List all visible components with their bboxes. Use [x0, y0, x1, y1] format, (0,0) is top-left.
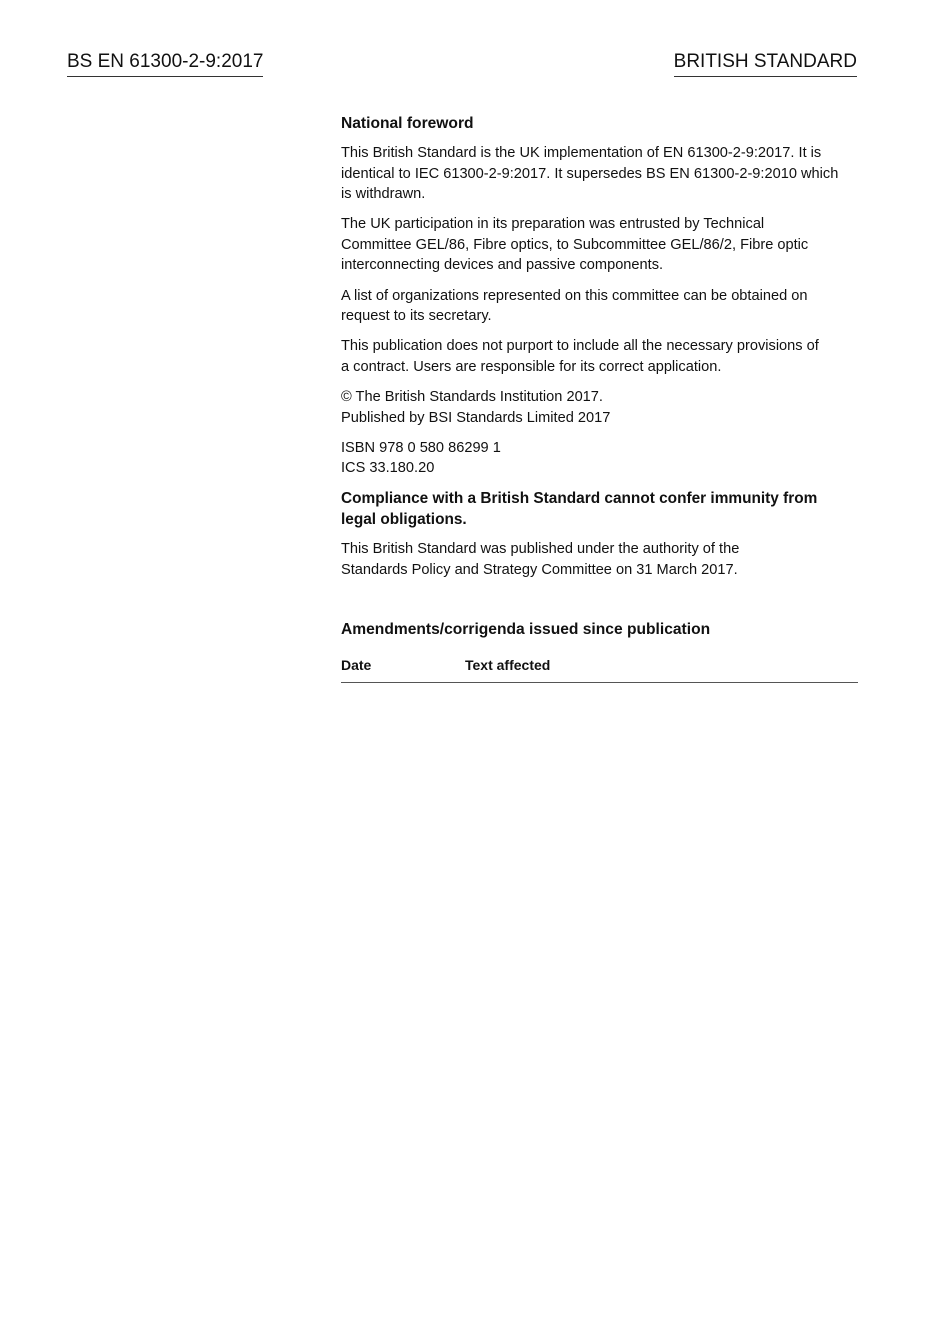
text-line: request to its secretary.: [341, 308, 492, 325]
text-line: A list of organizations represented on this committee can be obtained on: [341, 287, 808, 304]
text-line: legal obligations.: [341, 511, 467, 529]
text-line: Published by BSI Standards Limited 2017: [341, 409, 611, 426]
text-line: identical to IEC 61300-2-9:2017. It supersedes BS EN 61300-2-9:2010 which: [341, 165, 839, 182]
foreword-paragraph: [341, 214, 858, 276]
text-line: This British Standard is the UK implementation of EN 61300-2-9:2017. It is: [341, 145, 822, 161]
ics-code: ICS 33.180.20: [341, 460, 435, 477]
text-line: interconnecting devices and passive components.: [341, 257, 664, 274]
column-header-date: Date: [341, 656, 372, 673]
text-line: Committee GEL/86, Fibre optics, to Subcommittee GEL/86/2, Fibre optic: [341, 236, 809, 253]
authority-statement: [341, 539, 858, 580]
foreword-paragraph: [341, 336, 858, 377]
isbn-ics-block: [341, 438, 858, 479]
text-line: a contract. Users are responsible for its correct application.: [341, 358, 722, 375]
column-header-text-affected: Text affected: [465, 656, 551, 673]
foreword-title: National foreword: [341, 115, 474, 132]
document-id: BS EN 61300-2-9:2017: [67, 50, 263, 77]
text-line: is withdrawn.: [341, 186, 426, 203]
foreword-paragraph: [341, 286, 858, 327]
text-line: Standards Policy and Strategy Committee on 31 March 2017.: [341, 561, 738, 578]
text-line: The UK participation in its preparation was entrusted by Technical: [341, 216, 765, 233]
amendments-title: Amendments/corrigenda issued since publication: [341, 620, 711, 638]
text-line: This publication does not purport to include all the necessary provisions of: [341, 338, 819, 355]
compliance-statement: [341, 488, 858, 530]
foreword-paragraph: [341, 143, 858, 205]
standard-type-label: BRITISH STANDARD: [674, 50, 857, 77]
amendments-table-header: [341, 655, 858, 683]
text-line: This British Standard was published under the authority of the: [341, 541, 740, 558]
isbn: ISBN 978 0 580 86299 1: [341, 439, 501, 456]
text-line: Compliance with a British Standard cannot confer immunity from: [341, 490, 818, 508]
foreword-section: [341, 113, 858, 683]
copyright-notice: [341, 387, 858, 428]
text-line: © The British Standards Institution 2017.: [341, 388, 603, 405]
